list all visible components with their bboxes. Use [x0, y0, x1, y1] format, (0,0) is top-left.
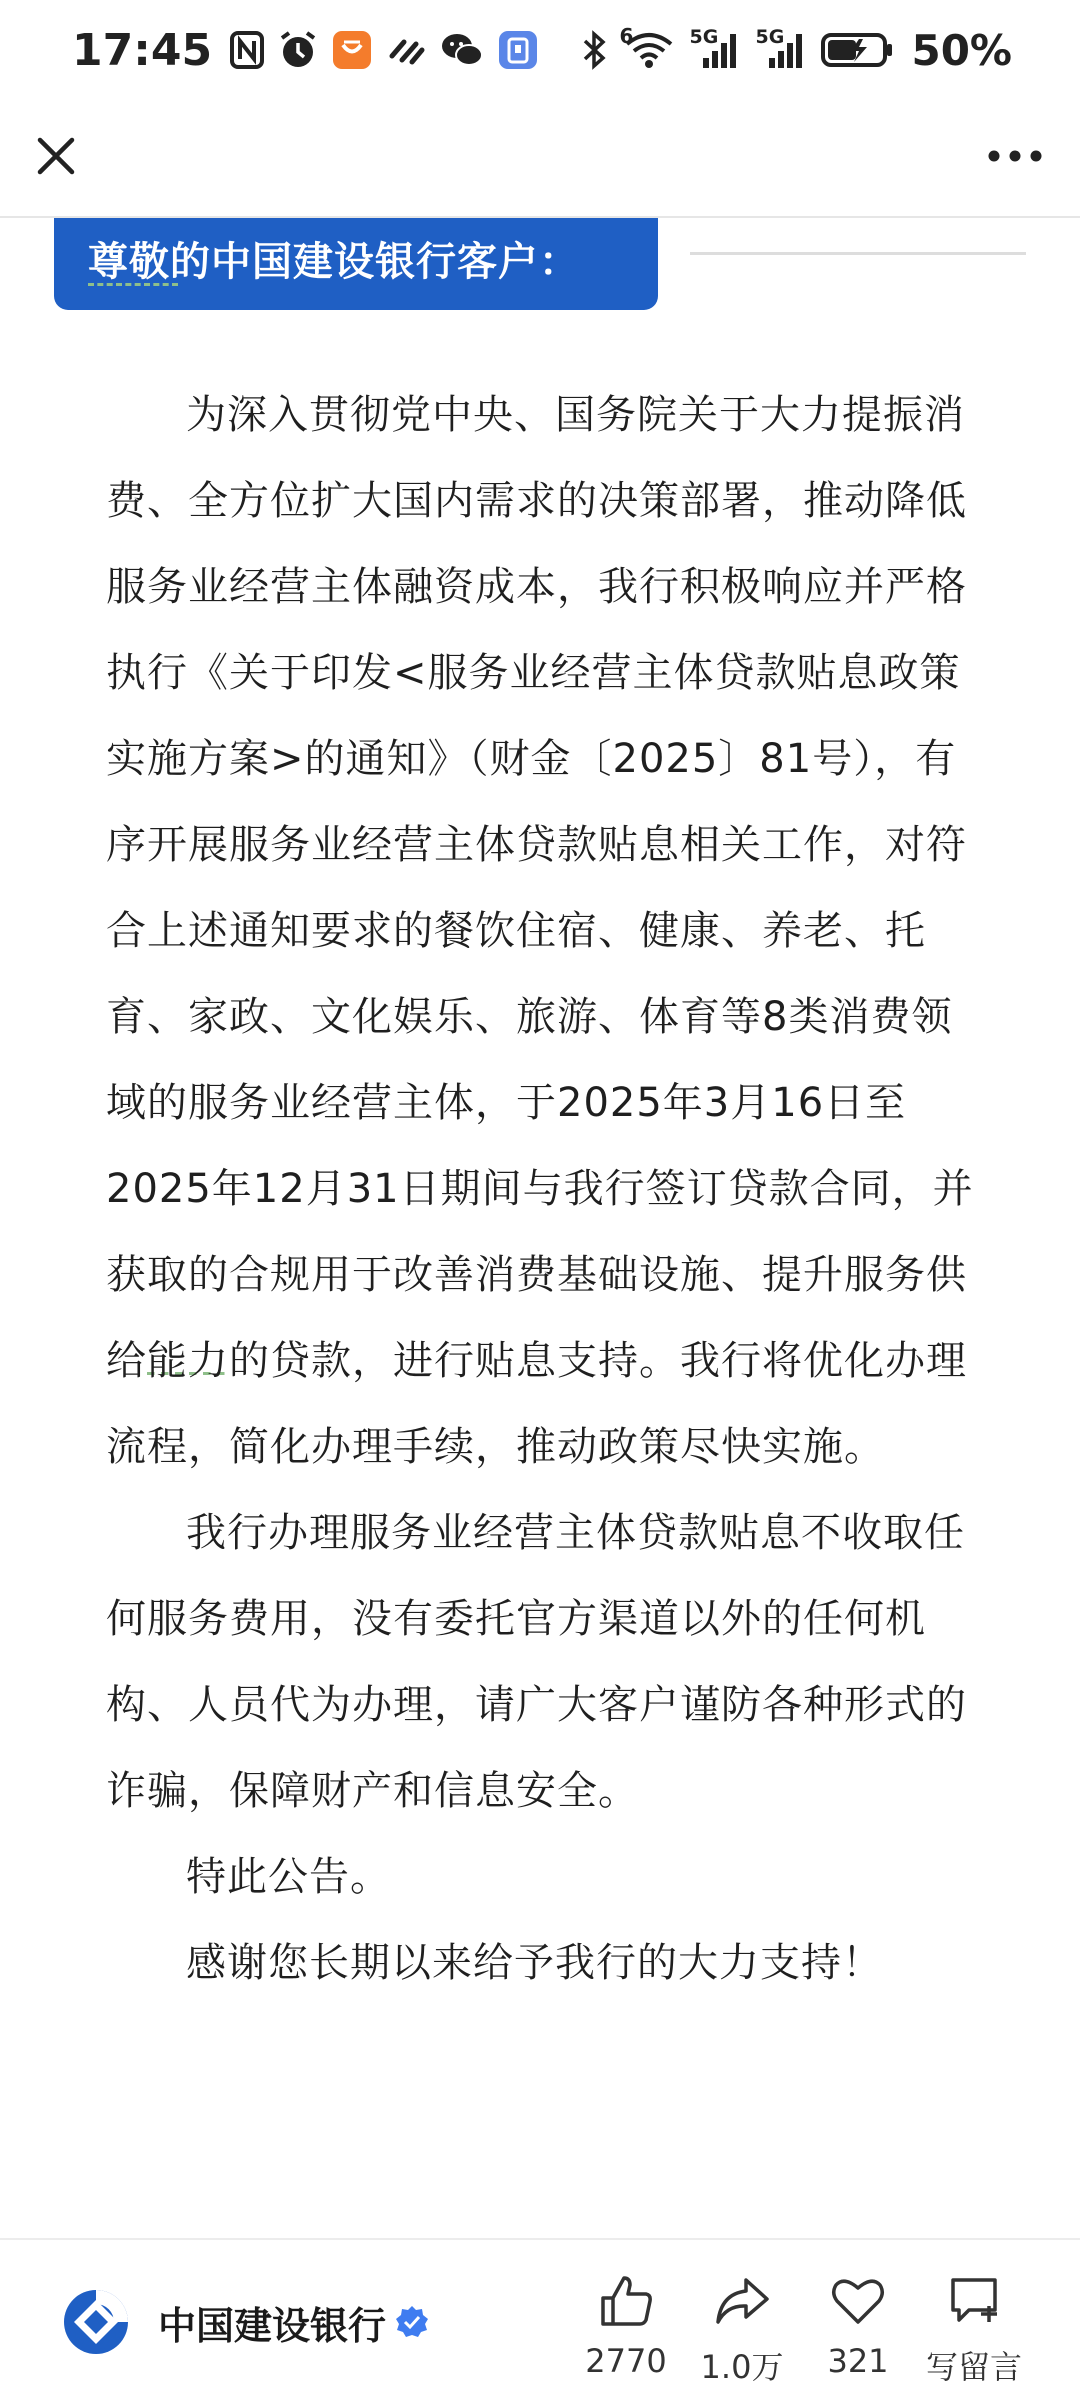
cellular-signal-1-icon [689, 26, 741, 70]
wifi-badge: 6 [619, 24, 634, 48]
ccb-logo-icon[interactable] [62, 2288, 130, 2356]
banner-title: 尊敬的中国建设银行客户： [88, 239, 580, 285]
share-button[interactable] [682, 2270, 802, 2388]
wechat-icon [440, 30, 484, 70]
battery-percent: 50% [911, 25, 1012, 75]
account-name[interactable]: 中国建设银行 [158, 2303, 387, 2348]
share-icon [682, 2270, 802, 2332]
favorite-button[interactable] [798, 2270, 918, 2380]
bottom-action-bar [0, 2238, 1080, 2400]
bluetooth-icon [581, 30, 609, 70]
status-time: 17:45 [72, 24, 213, 76]
comment-button[interactable] [914, 2270, 1034, 2388]
title-bar [0, 100, 1080, 218]
notification-icons [230, 30, 538, 70]
heart-icon [798, 2270, 918, 2332]
signal-2-label: 5G [755, 26, 785, 48]
paragraph-4: 感谢您长期以来给予我行的大力支持！ [186, 1940, 883, 1986]
banner-dashed-mark [88, 283, 178, 286]
wifi-icon [619, 24, 675, 70]
comment-add-icon [914, 2270, 1034, 2332]
comment-label: 写留言 [925, 2348, 1022, 2386]
paragraph-1 [106, 372, 974, 1490]
status-bar [0, 0, 1080, 100]
cellular-signal-2-icon [755, 26, 807, 70]
signal-1-label: 5G [689, 26, 719, 48]
paragraph-3: 特此公告。 [186, 1854, 391, 1900]
paragraph-1-text-a: 为深入贯彻党中央、国务院关于大力提振消费、全方位扩大国内需求的决策部署，推动降低服务业经营主体融资成本，我行积极响应并严格执行《关于印发<服务业经营主体贷款贴息政策实施方案>的通知》（财金〔2025〕81号），有序开展服务业经营主体贷款贴息相关工作，对符合上述通知要求的餐饮住宿、健康、养老、托育、家政、文化娱乐、旅游、体育等8类消费领域的服务业经营主体，于2025年3月16日至2025年12月31日期间与我行签订贷款合同，并获取的合规用于改善消费基础设施、提升服务供给 [106, 392, 974, 1384]
like-button[interactable] [566, 2270, 686, 2380]
paragraph-2: 我行办理服务业经营主体贷款贴息不收取任何服务费用，没有委托官方渠道以外的任何机构、人员代为办理，请广大客户谨防各种形式的诈骗，保障财产和信息安全。 [106, 1510, 967, 1814]
favorite-count: 321 [827, 2342, 889, 2380]
paragraph-1-text-b: 的贷款，进行贴息支持。我行将优化办理流程，简化办理手续，推动政策尽快实施。 [106, 1338, 967, 1470]
banner-divider [690, 252, 1026, 255]
share-count: 1.0万 [700, 2348, 784, 2386]
more-icon[interactable] [980, 126, 1050, 186]
thumbs-up-icon [566, 2270, 686, 2332]
like-count: 2770 [585, 2342, 667, 2380]
alarm-icon [278, 30, 318, 70]
account-info[interactable] [62, 2288, 430, 2356]
greeting-banner [54, 218, 658, 310]
system-indicators [581, 26, 1012, 75]
wallet-app-icon [498, 30, 538, 70]
paragraph-1-underlined: 能力 [147, 1338, 229, 1384]
close-icon[interactable] [26, 126, 86, 186]
taobao-app-icon [332, 30, 372, 70]
battery-icon [821, 30, 893, 70]
verified-badge-icon [394, 2304, 430, 2340]
article-body [106, 372, 974, 2006]
nfc-icon [230, 31, 264, 69]
link-app-icon [386, 30, 426, 70]
